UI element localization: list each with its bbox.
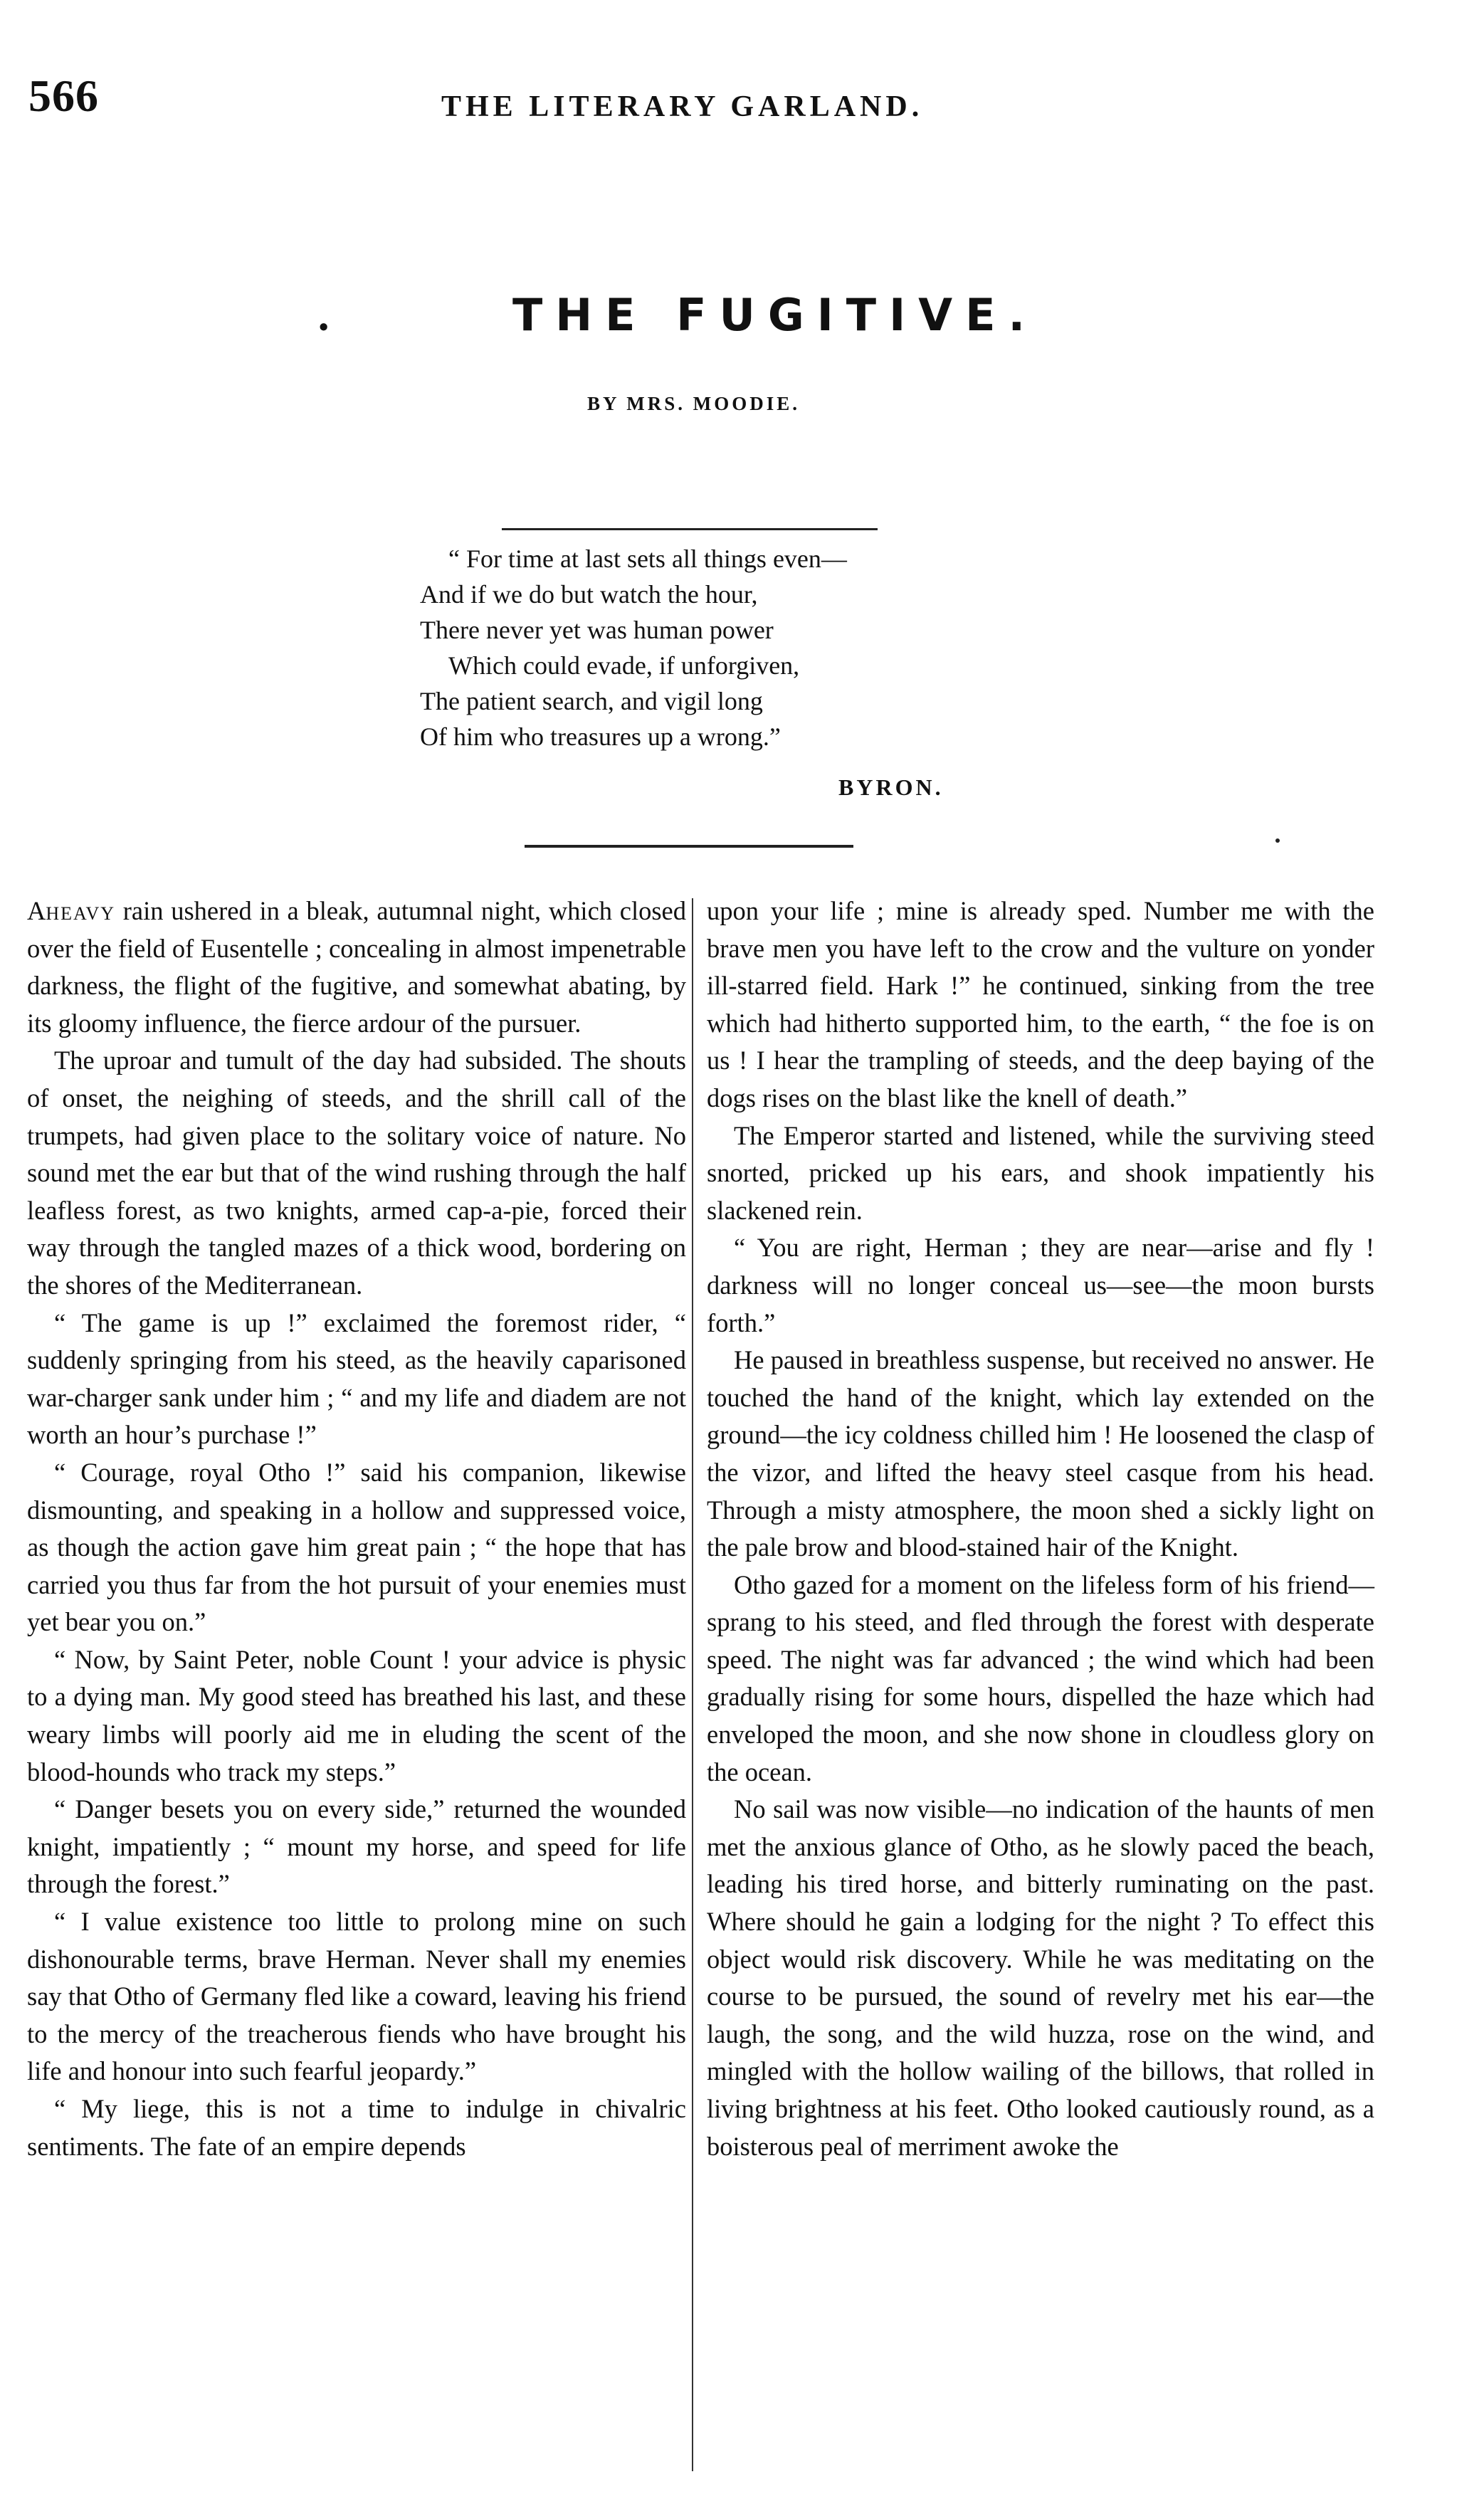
column-divider bbox=[692, 898, 693, 2471]
paragraph: He paused in breathless suspense, but received no answer. He touched the hand of the knight, which lay extended on the ground—the icy coldness chilled him ! He loosened the clasp of the vizor, and lifted the heavy steel casque from his head. Through a misty atmosphere, the moon shed a sickly light on the pale brow and blood-stained hair of the Knight. bbox=[707, 1345, 1374, 1562]
article-title: THE FUGITIVE. bbox=[512, 289, 1038, 341]
paragraph: “ I value existence too little to prolong mine on such dishonourable terms, brave Herman. Never shall my enemies say that Otho of Germany fled like a coward, leaving his friend to the mercy of the treacherous fiends who have brought his life and honour into such fearful jeopardy.” bbox=[27, 1907, 686, 2086]
left-column bbox=[27, 893, 686, 2165]
epigraph bbox=[420, 541, 961, 754]
bottom-rule bbox=[525, 845, 853, 848]
paragraph: “ Courage, royal Otho !” said his companion, likewise dismounting, and speaking in a hollow and suppressed voice, as though the action gave him great pain ; “ the hope that has carried you thus far from the hot pursuit of your enemies must yet bear you on.” bbox=[27, 1457, 686, 1637]
paragraph: “ My liege, this is not a time to indulge in chivalric sentiments. The fate of an empire depends bbox=[27, 2094, 686, 2161]
epigraph-line: And if we do but watch the hour, bbox=[420, 580, 758, 609]
small-caps-word: heavy bbox=[46, 896, 115, 925]
epigraph-line: Of him who treasures up a wrong.” bbox=[420, 722, 781, 751]
paragraph: No sail was now visible—no indication of the haunts of men met the anxious glance of Otho, as he slowly paced the beach, leading his tired horse, and bitterly ruminating on the past. Where should he gain a lodging for the night ? To effect this object would risk discovery. While he was meditating on the course to be pursued, the sound of revelry met his ear—the laugh, the song, and the wild huzza, rose on the wind, and mingled with the hollow wailing of the billows, that rolled in living brightness at his feet. Otho looked cautiously round, as a boisterous peal of merriment awoke the bbox=[707, 1794, 1374, 2161]
paragraph: upon your life ; mine is already sped. Number me with the brave men you have left to the crow and the vulture on yonder ill-starred field. Hark !” he continued, sinking from the tree which had hitherto supported him, to the earth, “ the foe is on us ! I hear the trampling of steeds, and the deep baying of the dogs rises on the blast like the knell of death.” bbox=[707, 896, 1374, 1112]
paragraph bbox=[27, 893, 686, 1042]
epigraph-line: “ For time at last sets all things even— bbox=[448, 544, 847, 573]
epigraph-line: The patient search, and vigil long bbox=[420, 687, 763, 715]
paragraph: Otho gazed for a moment on the lifeless form of his friend—sprang to his steed, and fled through the forest with desperate speed. The night was far advanced ; the wind which had been gradually rising for some hours, dispelled the haze which had enveloped the moon, and she now shone in cloudless glory on the ocean. bbox=[707, 1569, 1374, 1787]
page-number: 566 bbox=[28, 70, 99, 121]
epigraph-line: There never yet was human power bbox=[420, 616, 774, 644]
running-head: THE LITERARY GARLAND. bbox=[441, 90, 924, 123]
stray-dot bbox=[1275, 838, 1280, 843]
paragraph: “ The game is up !” exclaimed the foremost rider, “ suddenly springing from his steed, as the heavily caparisoned war-charger sank under him ; “ and my life and diadem are not worth an hour’s purchase !” bbox=[27, 1307, 686, 1450]
article-byline: BY MRS. MOODIE. bbox=[587, 393, 801, 414]
paragraph: “ You are right, Herman ; they are near—arise and fly ! darkness will no longer conceal us—see—the moon bursts forth.” bbox=[707, 1233, 1374, 1337]
epigraph-attribution: BYRON. bbox=[838, 774, 944, 800]
top-rule bbox=[502, 528, 878, 530]
paragraph: The uproar and tumult of the day had subsided. The shouts of onset, the neighing of steeds, and the shrill call of the trumpets, had given place to the solitary voice of nature. No sound met the ear but that of the wind rushing through the half leafless forest, as two knights, armed cap-a-pie, forced their way through the tangled mazes of a thick wood, bordering on the shores of the Mediterranean. bbox=[27, 1046, 686, 1300]
paragraph-text: rain ushered in a bleak, autumnal night, which closed over the field of Eusentelle ; concealing in almost impenetrable darkness, the flight of the fugitive, and somewhat abating, by its gloomy influence, the fierce ardour of the pursuer. bbox=[27, 896, 686, 1038]
bullet-mark: • bbox=[319, 312, 329, 342]
right-column bbox=[707, 893, 1374, 2165]
drop-cap: A bbox=[27, 896, 46, 925]
paragraph: The Emperor started and listened, while the surviving steed snorted, pricked up his ears, and shook impatiently his slackened rein. bbox=[707, 1120, 1374, 1225]
paragraph: “ Now, by Saint Peter, noble Count ! your advice is physic to a dying man. My good steed has breathed his last, and these weary limbs will poorly aid me in eluding the scent of the blood-hounds who track my steps.” bbox=[27, 1644, 686, 1787]
paragraph: “ Danger besets you on every side,” returned the wounded knight, impatiently ; “ mount my horse, and speed for life through the forest.” bbox=[27, 1794, 686, 1899]
epigraph-line: Which could evade, if unforgiven, bbox=[448, 651, 800, 680]
